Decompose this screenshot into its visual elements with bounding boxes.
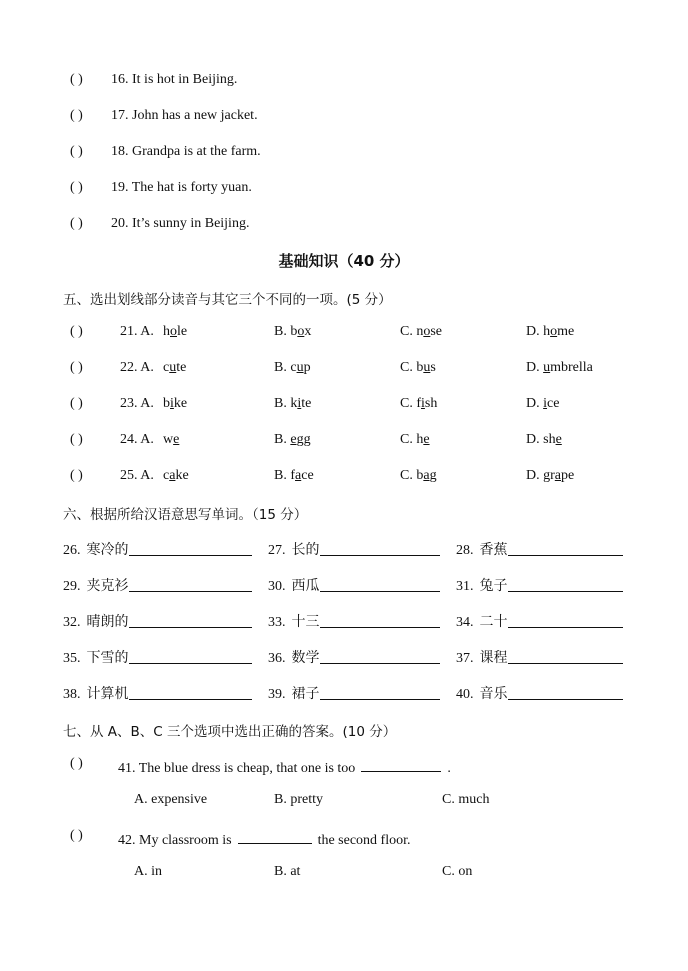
word-part: o xyxy=(550,324,558,339)
answer-paren[interactable]: ( ) xyxy=(70,180,83,195)
word-part: n xyxy=(416,324,424,339)
option-choice[interactable]: C. much xyxy=(442,792,490,807)
word-part: p xyxy=(303,360,311,375)
word-part: o xyxy=(297,324,305,339)
word-part: a xyxy=(169,468,176,483)
chinese-prompt: 课程 xyxy=(479,650,508,666)
answer-blank[interactable] xyxy=(129,663,253,664)
answer-blank[interactable] xyxy=(508,627,624,628)
word-part: te xyxy=(176,360,187,375)
word-part: C. xyxy=(400,360,417,375)
section-title: 基础知识（40 分） xyxy=(278,252,410,270)
chinese-prompt: 夹克衫 xyxy=(86,578,129,594)
answer-blank[interactable] xyxy=(320,627,441,628)
fill-in-item xyxy=(456,611,508,631)
item-number: 39. xyxy=(268,687,286,702)
section7-heading: 七、从 A、B、C 三个选项中选出正确的答案。(10 分） xyxy=(63,724,397,740)
word-part: le xyxy=(177,324,188,339)
question-text: 17. John has a new jacket. xyxy=(111,108,258,123)
fill-in-item xyxy=(63,683,129,703)
word-part: B. xyxy=(274,324,291,339)
word-part: i xyxy=(543,396,548,411)
answer-blank[interactable] xyxy=(508,555,624,556)
word-part: h xyxy=(543,324,551,339)
answer-blank[interactable] xyxy=(129,627,253,628)
fill-in-item xyxy=(456,647,508,667)
option-d-word xyxy=(526,396,559,412)
word-part: gg xyxy=(296,432,311,447)
fill-in-item xyxy=(268,611,320,631)
answer-blank[interactable] xyxy=(508,699,624,700)
word-part: i xyxy=(421,396,425,411)
option-d-word xyxy=(526,360,593,376)
option-choice[interactable]: B. pretty xyxy=(274,792,323,807)
item-number: 35. xyxy=(63,651,81,666)
word-part: e xyxy=(423,432,430,447)
word-part: D. xyxy=(526,324,544,339)
word-part: c xyxy=(163,468,170,483)
word-part: B. xyxy=(274,360,291,375)
option-b-word xyxy=(274,324,311,340)
option-choice[interactable]: C. on xyxy=(442,864,473,879)
word-part: b xyxy=(163,396,170,411)
question-text xyxy=(118,828,410,849)
word-part: C. xyxy=(400,324,417,339)
word-part: a xyxy=(554,468,562,483)
chinese-prompt: 下雪的 xyxy=(86,650,129,666)
answer-paren[interactable]: ( ) xyxy=(70,396,83,411)
option-a-word xyxy=(163,324,187,340)
fill-in-item xyxy=(63,539,129,559)
word-part: u xyxy=(169,360,177,375)
option-a-word xyxy=(163,396,187,412)
word-part: D. xyxy=(526,468,544,483)
option-choice[interactable]: A. in xyxy=(134,864,162,879)
answer-paren[interactable]: ( ) xyxy=(70,360,83,375)
fill-in-item xyxy=(456,683,508,703)
answer-blank[interactable] xyxy=(320,699,441,700)
word-part: C. xyxy=(400,432,417,447)
option-c-word xyxy=(400,432,430,448)
word-part: s xyxy=(430,360,436,375)
question-stem: 41. The blue dress is cheap, that one is too xyxy=(118,761,356,776)
chinese-prompt: 长的 xyxy=(291,542,320,558)
word-part: pe xyxy=(561,468,575,483)
option-d-word xyxy=(526,432,562,448)
word-part: B. xyxy=(274,432,291,447)
word-part: sh xyxy=(424,396,438,411)
question-text: 19. The hat is forty yuan. xyxy=(111,180,252,195)
answer-paren[interactable]: ( ) xyxy=(70,324,83,339)
option-c-word xyxy=(400,324,442,340)
option-a-word xyxy=(163,360,186,376)
word-part: b xyxy=(416,360,424,375)
word-part: B. xyxy=(274,396,291,411)
question-text: 20. It’s sunny in Beijing. xyxy=(111,216,250,231)
chinese-prompt: 十三 xyxy=(291,614,320,630)
chinese-prompt: 寒冷的 xyxy=(86,542,129,558)
fill-in-item xyxy=(268,575,320,595)
item-number: 36. xyxy=(268,651,286,666)
word-part: e xyxy=(173,432,180,447)
word-part: C. xyxy=(400,396,417,411)
word-part: f xyxy=(416,396,422,411)
fill-in-item xyxy=(63,611,129,631)
chinese-prompt: 音乐 xyxy=(479,686,508,702)
fill-in-item xyxy=(268,683,320,703)
question-text: 18. Grandpa is at the farm. xyxy=(111,144,261,159)
question-text: 16. It is hot in Beijing. xyxy=(111,72,238,87)
item-number: 32. xyxy=(63,615,81,630)
question-after: . xyxy=(447,761,451,776)
item-number: 31. xyxy=(456,579,474,594)
question-stem: 42. My classroom is xyxy=(118,833,232,848)
item-number: 37. xyxy=(456,651,474,666)
answer-blank[interactable] xyxy=(238,828,312,844)
answer-paren[interactable]: ( ) xyxy=(70,468,83,483)
chinese-prompt: 西瓜 xyxy=(291,578,320,594)
answer-blank[interactable] xyxy=(129,591,253,592)
chinese-prompt: 晴朗的 xyxy=(86,614,129,630)
word-part: C. xyxy=(400,468,417,483)
chinese-prompt: 兔子 xyxy=(479,578,508,594)
fill-in-item xyxy=(456,575,508,595)
word-part: k xyxy=(290,396,298,411)
fill-in-item xyxy=(268,647,320,667)
word-part: o xyxy=(170,324,177,339)
word-part: e xyxy=(290,432,297,447)
word-part: e xyxy=(555,432,562,447)
word-part: g xyxy=(429,468,437,483)
word-part: h xyxy=(416,432,424,447)
option-b-word xyxy=(274,468,314,484)
word-part: a xyxy=(295,468,302,483)
option-choice[interactable]: B. at xyxy=(274,864,301,879)
option-c-word xyxy=(400,396,437,412)
answer-paren[interactable]: ( ) xyxy=(70,432,83,447)
word-part: f xyxy=(290,468,296,483)
word-part: ce xyxy=(547,396,560,411)
word-part: gr xyxy=(543,468,555,483)
answer-paren[interactable]: ( ) xyxy=(70,828,83,843)
word-part: b xyxy=(416,468,424,483)
word-part: i xyxy=(297,396,302,411)
word-part: c xyxy=(290,360,297,375)
item-number: 30. xyxy=(268,579,286,594)
item-number: 27. xyxy=(268,543,286,558)
answer-blank[interactable] xyxy=(361,756,441,772)
option-c-word xyxy=(400,468,437,484)
fill-in-item xyxy=(63,647,129,667)
option-a-word xyxy=(163,432,179,448)
word-part: w xyxy=(163,432,174,447)
word-part: ke xyxy=(173,396,188,411)
item-number: 40. xyxy=(456,687,474,702)
answer-blank[interactable] xyxy=(320,555,441,556)
option-b-word xyxy=(274,432,311,448)
word-part: x xyxy=(304,324,312,339)
item-number: 34. xyxy=(456,615,474,630)
word-part: i xyxy=(170,396,174,411)
word-part: u xyxy=(543,360,551,375)
chinese-prompt: 香蕉 xyxy=(479,542,508,558)
word-part: D. xyxy=(526,432,544,447)
option-choice[interactable]: A. expensive xyxy=(134,792,208,807)
item-number: 28. xyxy=(456,543,474,558)
chinese-prompt: 数学 xyxy=(291,650,320,666)
option-a-label: 22. A. xyxy=(120,360,154,375)
section5-heading: 五、选出划线部分读音与其它三个不同的一项。(5 分） xyxy=(63,292,392,308)
answer-paren[interactable]: ( ) xyxy=(70,108,83,123)
item-number: 29. xyxy=(63,579,81,594)
answer-blank[interactable] xyxy=(129,699,253,700)
word-part: ke xyxy=(175,468,189,483)
option-d-word xyxy=(526,324,574,340)
answer-paren[interactable]: ( ) xyxy=(70,144,83,159)
option-d-word xyxy=(526,468,574,484)
answer-paren[interactable]: ( ) xyxy=(70,216,83,231)
option-a-word xyxy=(163,468,189,484)
item-number: 26. xyxy=(63,543,81,558)
option-a-label: 24. A. xyxy=(120,432,154,447)
word-part: D. xyxy=(526,360,544,375)
question-after: the second floor. xyxy=(317,833,411,848)
word-part: sh xyxy=(543,432,556,447)
chinese-prompt: 二十 xyxy=(479,614,508,630)
word-part: a xyxy=(423,468,430,483)
answer-blank[interactable] xyxy=(508,663,624,664)
fill-in-item xyxy=(63,575,129,595)
fill-in-item xyxy=(456,539,508,559)
word-part: h xyxy=(163,324,170,339)
word-part: ce xyxy=(301,468,314,483)
word-part: c xyxy=(163,360,170,375)
word-part: B. xyxy=(274,468,291,483)
answer-blank[interactable] xyxy=(508,591,624,592)
word-part: o xyxy=(423,324,431,339)
chinese-prompt: 裙子 xyxy=(291,686,320,702)
word-part: se xyxy=(430,324,443,339)
section6-heading: 六、根据所给汉语意思写单词。（15 分） xyxy=(63,507,308,523)
item-number: 33. xyxy=(268,615,286,630)
word-part: D. xyxy=(526,396,544,411)
option-b-word xyxy=(274,396,311,412)
answer-blank[interactable] xyxy=(320,663,441,664)
word-part: te xyxy=(301,396,312,411)
option-b-word xyxy=(274,360,311,376)
word-part: me xyxy=(557,324,575,339)
option-c-word xyxy=(400,360,436,376)
answer-blank[interactable] xyxy=(129,555,253,556)
answer-blank[interactable] xyxy=(320,591,441,592)
word-part: mbrella xyxy=(550,360,593,375)
answer-paren[interactable]: ( ) xyxy=(70,72,83,87)
question-text xyxy=(118,756,451,777)
word-part: u xyxy=(296,360,304,375)
word-part: u xyxy=(423,360,431,375)
chinese-prompt: 计算机 xyxy=(86,686,129,702)
option-a-label: 25. A. xyxy=(120,468,154,483)
option-a-label: 21. A. xyxy=(120,324,154,339)
option-a-label: 23. A. xyxy=(120,396,154,411)
item-number: 38. xyxy=(63,687,81,702)
fill-in-item xyxy=(268,539,320,559)
word-part: b xyxy=(290,324,298,339)
answer-paren[interactable]: ( ) xyxy=(70,756,83,771)
